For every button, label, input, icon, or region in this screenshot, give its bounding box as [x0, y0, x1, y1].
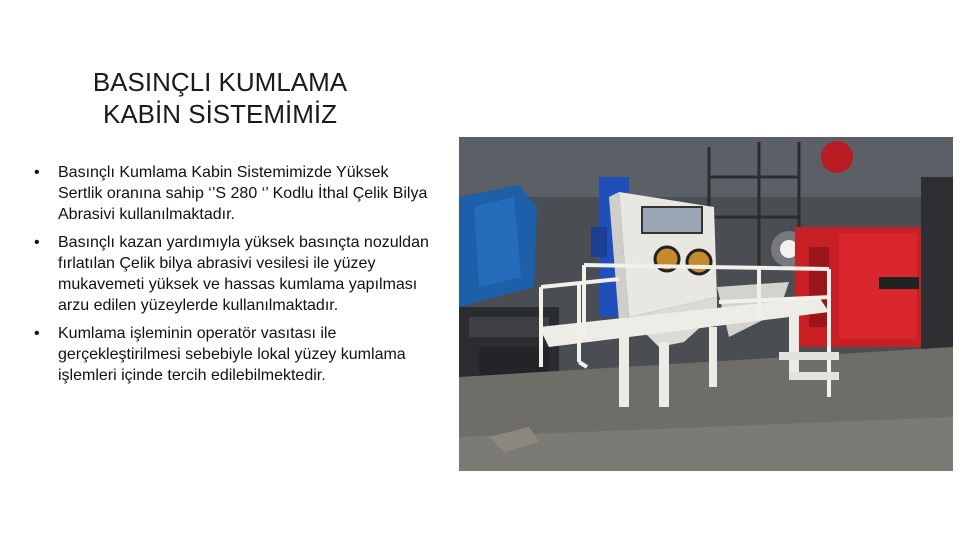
slide-title [40, 66, 400, 130]
title-line-1: BASINÇLI KUMLAMA [92, 67, 348, 97]
blast-cabinet-illustration [459, 137, 953, 471]
bullet-dot: • [34, 325, 40, 342]
bullet-text: Kumlama işleminin operatör vasıtası ile gerçekleştirilmesi sebebiyle lokal yüzey kumlama işlemleri içinde tercih edilebilmektedir. [58, 325, 406, 384]
bullet-text: Basınçlı kazan yardımıyla yüksek basınçta nozuldan fırlatılan Çelik bilya abrasivi vesilesi ile yüzey mukavemeti yüksek ve hassas kumlama yapılması arzu edilen yüzeylerde kullanılmaktadır. [58, 234, 429, 314]
bullet-text: Basınçlı Kumlama Kabin Sistemimizde Yüksek Sertlik oranına sahip ‘’S 280 ‘’ Kodlu İthal Çelik Bilya Abrasivi kullanılmaktadır. [58, 164, 428, 223]
bullet-dot: • [34, 234, 40, 251]
bullet-list [32, 162, 432, 393]
bullet-item [32, 323, 432, 386]
bullet-dot: • [34, 164, 40, 181]
title-line-2: KABİN SİSTEMİMİZ [102, 99, 338, 129]
bullet-item [32, 232, 432, 316]
machine-photo [459, 137, 953, 471]
bullet-item [32, 162, 432, 225]
